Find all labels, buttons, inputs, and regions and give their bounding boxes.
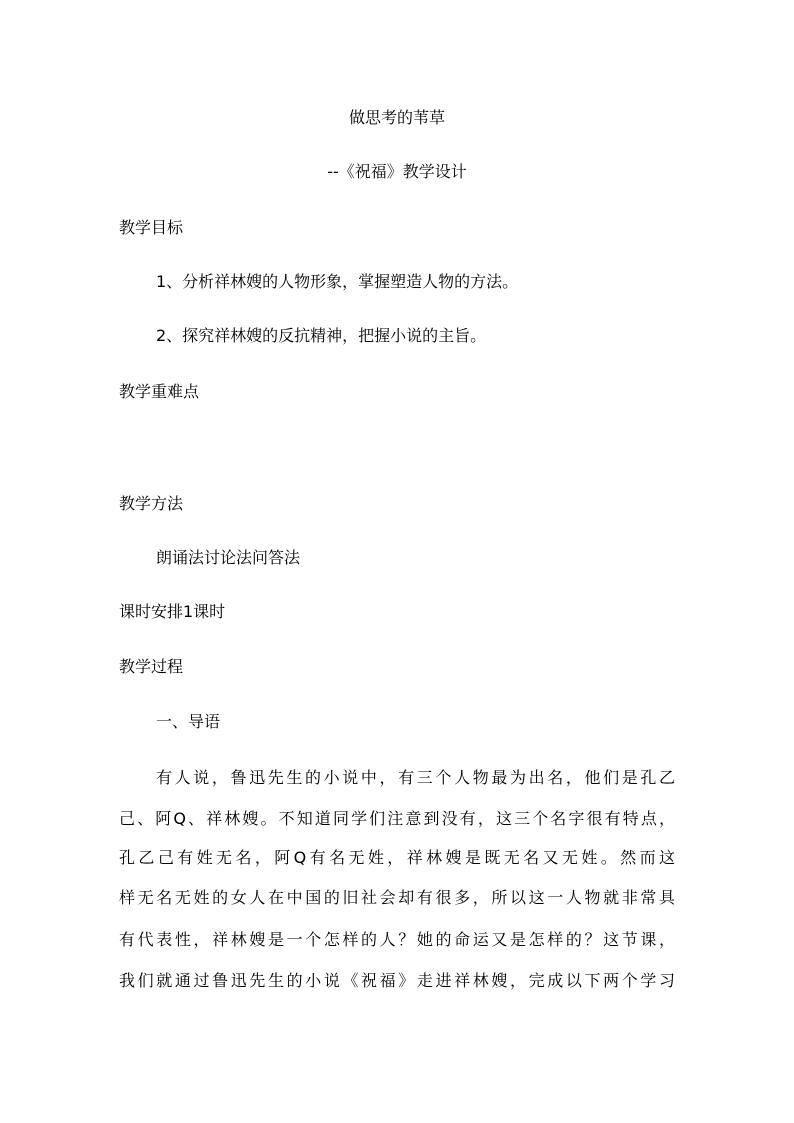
paragraph-line: 我们就通过鲁迅先生的小说《祝福》走进祥林嫂，完成以下两个学习 [119, 971, 675, 990]
paragraph-line: 有代表性，祥林嫂是一个怎样的人？她的命运又是怎样的？这节课， [119, 930, 675, 949]
section-heading-key-points: 教学重难点 [119, 382, 200, 401]
section-heading-methods: 教学方法 [119, 494, 184, 513]
section-heading-process: 教学过程 [119, 657, 184, 676]
document-title: 做思考的苇草 [348, 108, 445, 127]
goal-item-2: 2、探究祥林嫂的反抗精神，把握小说的主旨。 [156, 326, 487, 345]
paragraph-line: 有人说，鲁迅先生的小说中，有三个人物最为出名，他们是孔乙 [156, 768, 675, 787]
paragraph-line: 样无名无姓的女人在中国的旧社会却有很多，所以这一人物就非常具 [119, 888, 675, 907]
paragraph-line: 己、阿Q、祥林嫂。不知道同学们注意到没有，这三个名字很有特点， [119, 809, 675, 828]
section-heading-goals: 教学目标 [119, 218, 184, 237]
goal-item-1: 1、分析祥林嫂的人物形象，掌握塑造人物的方法。 [156, 272, 519, 291]
document-subtitle: --《祝福》教学设计 [327, 162, 467, 181]
paragraph-line: 孔乙己有姓无名，阿Q有名无姓，祥林嫂是既无名又无姓。然而这 [119, 848, 675, 867]
schedule-text: 课时安排1课时 [119, 602, 226, 621]
subsection-heading-intro: 一、导语 [156, 712, 221, 731]
methods-text: 朗诵法讨论法问答法 [156, 548, 301, 567]
